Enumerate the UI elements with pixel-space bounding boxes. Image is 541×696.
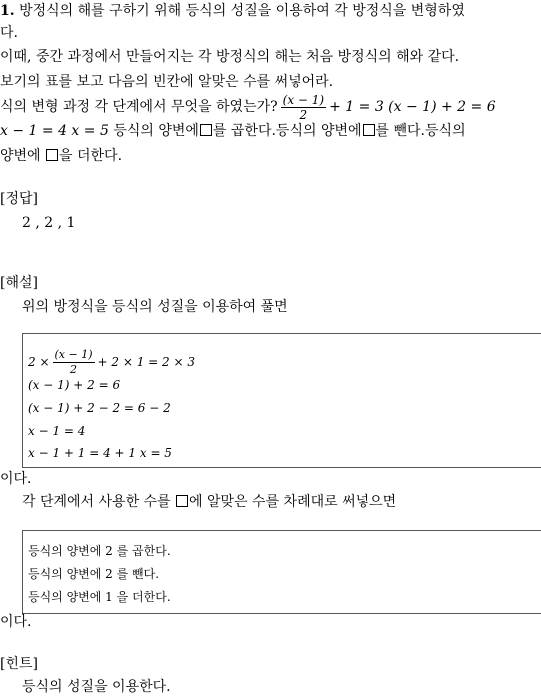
explanation-label: [해설]: [0, 275, 38, 291]
blank-box-ref: [176, 495, 188, 507]
problem-line-5: [0, 92, 496, 122]
equation-1: + 1 = 3 (x − 1) + 2 = 6: [329, 99, 496, 115]
step-text-5: 등식의: [425, 123, 466, 139]
hint-label: [힌트]: [0, 656, 38, 672]
problem-line-4: 보기의 표를 보고 다음의 빈칸에 알맞은 수를 써넣어라.: [0, 74, 334, 90]
fraction: [281, 93, 326, 122]
problem-number: 1.: [0, 3, 15, 19]
answer-value: 2 , 2 , 1: [22, 215, 76, 231]
step-text-4: 를 뺀다.: [375, 123, 426, 139]
problem-line-6: [0, 122, 466, 140]
solution-step-1-pre: 2 ×: [28, 355, 50, 369]
solution-fraction-denominator: 2: [70, 363, 78, 376]
hint-text: 등식의 성질을 이용한다.: [22, 679, 171, 695]
step-text-1: 등식의 양변에: [113, 123, 199, 139]
solution-fraction-numerator: (x − 1): [54, 348, 93, 361]
blank-box-3[interactable]: [46, 149, 58, 161]
step-text-6: 양변에: [0, 148, 41, 164]
solution-box: [22, 333, 541, 468]
problem-text-1: 방정식의 해를 구하기 위해 등식의 성질을 이용하여 각 방정식을 변형하였: [19, 3, 465, 19]
fraction-denominator: 2: [299, 107, 308, 122]
answer-step-2: 등식의 양변에 2 를 뺀다.: [28, 567, 160, 581]
answer-step-3: 등식의 양변에 1 을 더한다.: [28, 590, 171, 604]
step-text-7: 을 더한다.: [59, 148, 123, 164]
explanation-mid-text-1: 각 단계에서 사용한 수를: [22, 494, 171, 510]
fraction-numerator: (x − 1): [282, 92, 325, 107]
explanation-mid: [22, 493, 396, 511]
step-text-3: 등식의 양변에: [275, 123, 362, 139]
solution-step-2: (x − 1) + 2 = 6: [28, 378, 121, 392]
explanation-intro: 위의 방정식을 등식의 성질을 이용하여 풀면: [22, 299, 288, 315]
problem-line-2: 다.: [0, 25, 18, 41]
solution-step-1: [28, 348, 195, 377]
explanation-mid-text-2: 에 알맞은 수를 차례대로 써넣으면: [189, 494, 397, 510]
solution-fraction: [53, 348, 95, 377]
blank-box-1[interactable]: [200, 124, 212, 136]
equation-2: x − 1 = 4 x = 5: [0, 123, 109, 139]
explanation-after-2: 이다.: [0, 614, 32, 630]
answer-step-1: 등식의 양변에 2 를 곱한다.: [28, 544, 171, 558]
problem-question: 식의 변형 과정 각 단계에서 무엇을 하였는가?: [0, 99, 278, 115]
solution-step-4: x − 1 = 4: [28, 424, 86, 438]
solution-step-5: x − 1 + 1 = 4 + 1 x = 5: [28, 446, 172, 460]
answer-label: [정답]: [0, 191, 38, 207]
problem-line-7: [0, 147, 122, 165]
blank-box-2[interactable]: [363, 124, 375, 136]
problem-line-1: [0, 2, 465, 20]
problem-line-3: 이때, 중간 과정에서 만들어지는 각 방정식의 해는 처음 방정식의 해와 같다.: [0, 49, 460, 65]
answer-steps-box: [22, 530, 541, 614]
solution-step-3: (x − 1) + 2 − 2 = 6 − 2: [28, 401, 171, 415]
solution-step-1-post: + 2 × 1 = 2 × 3: [97, 355, 195, 369]
explanation-after-1: 이다.: [0, 471, 32, 487]
step-text-2: 를 곱한다.: [212, 123, 276, 139]
